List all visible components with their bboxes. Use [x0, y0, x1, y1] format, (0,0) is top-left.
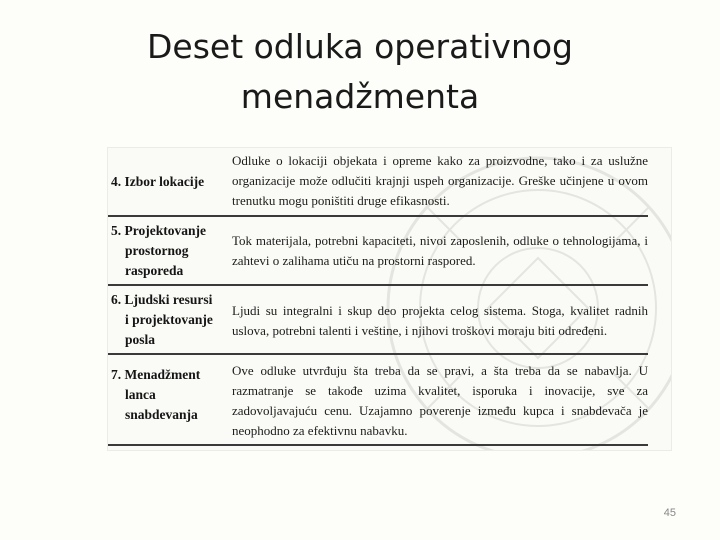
row-text: Tok materijala, potrebni kapaciteti, nivoi zaposlenih, odluke o tehnologijama, i zahtevi o zalihama utiču na prostorni raspored. [232, 233, 648, 268]
slide-title-line-1: Deset odluka operativnog [146, 27, 574, 66]
row-label [111, 172, 229, 192]
row-label-line: 6. Ljudski resursi [111, 292, 213, 307]
row-label-line: i projektovanje [125, 312, 213, 327]
table-row [108, 286, 648, 355]
row-label-line: lanca [125, 387, 156, 402]
slide-title-line-2: menadžmenta [240, 77, 480, 116]
page-number: 45 [663, 507, 676, 519]
slide-title [60, 22, 660, 122]
row-label [111, 365, 229, 425]
row-label [111, 221, 229, 281]
table-row [108, 217, 648, 286]
scanned-table-image [108, 148, 671, 450]
row-label-line: posla [125, 332, 156, 347]
row-label-line: prostornog [125, 243, 189, 258]
row-label-line: 7. Menadžment [111, 367, 201, 382]
row-label-line: rasporeda [125, 263, 184, 278]
row-label-line: snabdevanja [125, 407, 198, 422]
table-row [108, 148, 648, 217]
row-text: Ove odluke utvrđuju šta treba da se pravi, a šta treba da se nabavlja. U razmatranje se takođe uzima kvalitet, isporuka i inovacije, sve za zadovoljavajuću cenu. Uzajamno poverenje između kupca i snabdevača je neophodno za efektivnu nabavku. [232, 363, 648, 438]
row-text: Ljudi su integralni i skup deo projekta celog sistema. Stoga, kvalitet radnih uslova, potrebni talenti i veštine, i njihovi troškovi moraju biti određeni. [232, 303, 648, 338]
table-row [108, 355, 648, 446]
row-label-line: 4. Izbor lokacije [111, 174, 205, 189]
row-label [111, 290, 229, 350]
row-text: Odluke o lokaciji objekata i opreme kako za proizvodne, tako i za uslužne organizacije može odlučiti krajnji uspeh organizacije. Greške učinjene u ovom trenutku mogu poništiti druge efikasnosti. [232, 153, 648, 208]
row-label-line: 5. Projektovanje [111, 223, 206, 238]
